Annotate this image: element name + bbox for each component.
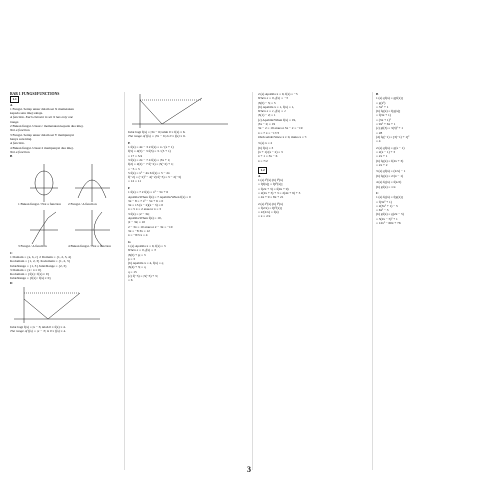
col2-text-f: 1 f(x) = 7 2 f(x) = x² − 5x + 6 Apabila/When f(x) = 7 Apabila/When f(x) = 0 3x − 8 = 7 x² − 5x + 6 = 0 3x = 15 (x − 2)(x − 3) = 0 x = 5 x = 2 atau/or x = 3 3 f(x) = |2 − 3x| Apabila/When f(x) = 10, |2 − 3x| = 10 2 − 3x = 10 atau/or 2 − 3x = −10 3x = −8 3x = 12 x = −8/3 x = 4 <box>128 190 191 238</box>
column-2: Julat bagi f(x) = |3x − 6| ialah 0 ≤ f(x) ≤ 6. The range of f(x) = |3x − 6| is 0 ≤ f(x) ≤ 6. E 1 f(x) = 4x − 3 2 f(x) = x / (x + 1) f(5) = 4(5) − 3 f(3) = 3 / (3 + 1) = 17 = 3/4 3 f(x) = 2x − 7 4 f(x) = |3x + 1| f(2) = 2(2) − 7 f(−2) = |3(−2) + 1| = −3 = 5 5 f(x) = x² − 4x 6 f(x) = 5 − 2x f(−2) = (−2)² − 4(−2) f(−3) = 5 − 2(−3) = 12 = 11 F 1 f(x) = 7 2 f(x) = x² − 5x + 6 Apabila/When f(x) = 7 Apabila/When f(x) = 0 3x − 8 = 7 x² − 5x + 6 = 0 3x = 15 (x − 2)(x − 3) = 0 x = 5 x = 2 atau/or x = 3 3 f(x) = |2 − 3x| Apabila/When f(x) = 10, |2 − 3x| = 10 2 − 3x = 10 atau/or 2 − 3x = −10 3x = −8 3x = 12 x = −8/3 x = 4 G 1 (a) Apabila x = 0, f(x) = 3 When x = 0, f(x) = 3 |3(0) + p| = 3 p = 3 (b) Apabila x = 4, f(x) = q |3(4) + 3| = q q = 15 (c) f(−3) = |3(−3) + 3| = 6 <box>128 92 246 283</box>
graph-label: 1 Bukan fungsi / Not a function <box>18 202 61 207</box>
abs-graph-1 <box>10 285 120 325</box>
graph-label: 2 Fungsi / A function <box>68 202 97 207</box>
page-number: 3 <box>247 465 251 474</box>
col2-text-e: 1 f(x) = 4x − 3 2 f(x) = x / (x + 1) f(5) = 4(5) − 3 f(3) = 3 / (3 + 1) = 17 = 3/4 3 f(x) = 2x − 7 4 f(x) = |3x + 1| f(2) = 2(2) − 7 f(−2) = |3(−2) + 1| = −3 = 5 5 f(x) = x² − 4x 6 f(x) = 5 − 2x f(−2) = (−2)² − 4(−2) f(−3) = 5 − 2(−3) = 12 = 11 <box>128 145 181 184</box>
graph-label: 3 Fungsi / A function <box>18 244 47 249</box>
section-d-label: D <box>10 280 13 285</box>
column-4: B 1 (a) gf(x) = g[f(x)] = g(x²) = 3x² + 1 (b) fg(x) = f[g(x)] = f(3x + 1) = (3x + 1)² = 9x² + 6x + 1 (c) gf(3) = 3(3)² + 1 = 28 (d) fg(−1) = [3(−1) + 1]² = 4 2 (a) gf(x) = g(x − 1) = 2(x − 1) + 3 = 2x + 1 (b) fg(x) = f(2x + 3) = 2x + 2 3 (a) gf(x) = (2/x) − 1 (b) fg(x) = 2/(x − 1) 4 (a) fg(x) = f(x/2) (b) gf(x) = 1/x C 1 (a) fg(x) = f[g(x)] = f(3x² + 1) = 2(3x² + 1) − 5 = 6x² − 3 (b) gf(x) = g(2x − 5) = 3(2x − 5)² + 1 = 12x² − 60x + 76 <box>376 92 410 226</box>
col2-text-g: 1 (a) Apabila x = 0, f(x) = 3 When x = 0, f(x) = 3 |3(0) + p| = 3 p = 3 (b) Apabila x = 4, f(x) = q |3(4) + 3| = q q = 15 (c) f(−3) = |3(−3) + 3| = 6 <box>128 243 166 283</box>
section-box: 1.2 <box>258 167 267 173</box>
col3-text-h: 1 (a) f²(x) (b) f³(x) = f[f(x)] = f[f²(x)] = f(2x + 3) = f(4x + 9) = 2(2x + 3) + 3 = 2(4x + 9) + 3 = 4x + 9 = 8x + 21 2 (a) f²(x) (b) f³(x) = f(2/x) = f[f²(x)] = 2/(2/x) = f(x) = x = 2/x <box>258 177 301 219</box>
col1-text-c: C 1 Domain = {a, b, c} 2 Domain = {1, 2, 3, 4} Kodomain = {1, 2, 3} Kodomain = {1, 2, 3} Julat/Range = {1, 3} Julat/Range = {2, 3} 3 Domain = {x : x ≥ 0} Kodomain = {f(x) : f(x) ≥ 0} Julat/Range = {f(x) : f(x) ≥ 0} <box>10 250 72 281</box>
chapter-title: BAB 1 FUNGSI/FUNCTIONS <box>10 92 60 96</box>
column-divider <box>252 92 253 470</box>
col3-text-top: 2 (a) Apabila x = 0, f(x) = −5 When x = 0, f(x) = −5 |3(0) − 5| = 5 (b) Apabila x = 1, f(x) = 1, When x = 1, f(x) = 1 |3(1) − 2| = 1 (c) Apabila/When f(x) = 19, |3x − 2| = 19 3x − 2 = 19 atau/or 3x − 2 = −19 x = 7 x = −17/3 Oleh sebab/Since x ≥ 0, maka x = 7. 3 (a) x = 2 (b) f(x) = 3 (x + 1)/(x − 2) = 3 x + 1 = 3x − 6 x = 7/2 <box>258 92 308 163</box>
section-box: 1.1 <box>10 96 19 102</box>
graphs-block <box>10 158 120 248</box>
column-divider <box>124 92 125 470</box>
section-b-label: B <box>10 154 13 159</box>
column-3: 2 (a) Apabila x = 0, f(x) = −5 When x = 0, f(x) = −5 |3(0) − 5| = 5 (b) Apabila x = 1, f(x) = 1, When x = 1, f(x) = 1 |3(1) − 2| = 1 (c) Apabila/When f(x) = 19, |3x − 2| = 19 3x − 2 = 19 atau/or 3x − 2 = −19 x = 7 x = −17/3 Oleh sebab/Since x ≥ 0, maka x = 7. 3 (a) x = 2 (b) f(x) = 3 (x + 1)/(x − 2) = 3 x + 1 = 3x − 6 x = 7/2 1.2 A 1 (a) f²(x) (b) f³(x) = f[f(x)] = f[f²(x)] = f(2x + 3) = f(4x + 9) = 2(2x + 3) + 3 = 2(4x + 9) + 3 = 4x + 9 = 8x + 21 2 (a) f²(x) (b) f³(x) = f(2/x) = f[f²(x)] = 2/(2/x) = f(x) = x = 2/x <box>258 92 368 219</box>
graph-label: 4 Bukan fungsi / Not a function <box>68 244 111 249</box>
col1-text-a: A 1 Fungsi. Setiap unsur dalam set X memetakan kepada satu imej sahaja. A function. Each element in set X has only one image. 2 Bukan fungsi. Unsur c memetakan kepada dua imej. Not a function. 3 Fungsi. Setiap unsur dalam set Y mempunyai hanya satu imej. A function. 4 Bukan fungsi. Unsur 2 mempunyai dua imej. Not a function. <box>10 102 84 154</box>
abs-graph-2 <box>128 92 246 130</box>
column-1: BAB 1 FUNGSI/FUNCTIONS 1.1 A 1 Fungsi. Setiap unsur dalam set X memetakan kepada satu imej sahaja. A function. Each element in set X has only one image. 2 Bukan fungsi. Unsur c memetakan kepada dua imej. Not a function. 3 Fungsi. Setiap unsur dalam set Y mempunyai hanya satu imej. A function. 4 Bukan fungsi. Unsur 2 mempunyai dua imej. Not a function. B 1 Bukan fungsi / Not a function 2 Fungsi / A function 3 Fungsi / A function 4 Bukan fungsi / Not a function C 1 Domain = {a, b, c} 2 Domain = {1, 2, 3, 4} Kodomain = {1, 2, 3} Kodomain = {1, 2, 3} Julat/Range = {1, 3} Julat/Range = {2, 3} 3 Domain = {x : x ≥ 0} Kodomain = {f(x) : f(x) ≥ 0} Julat/Range = {f(x) : f(x) ≥ 0} D Julat bagi f(x) = |x − 3| ialah 0 ≤ f(x) ≤ 4. The range of f(x) = |x − 3| is 0 ≤ f(x) ≤ 4. <box>10 92 120 334</box>
column-divider <box>372 92 373 470</box>
